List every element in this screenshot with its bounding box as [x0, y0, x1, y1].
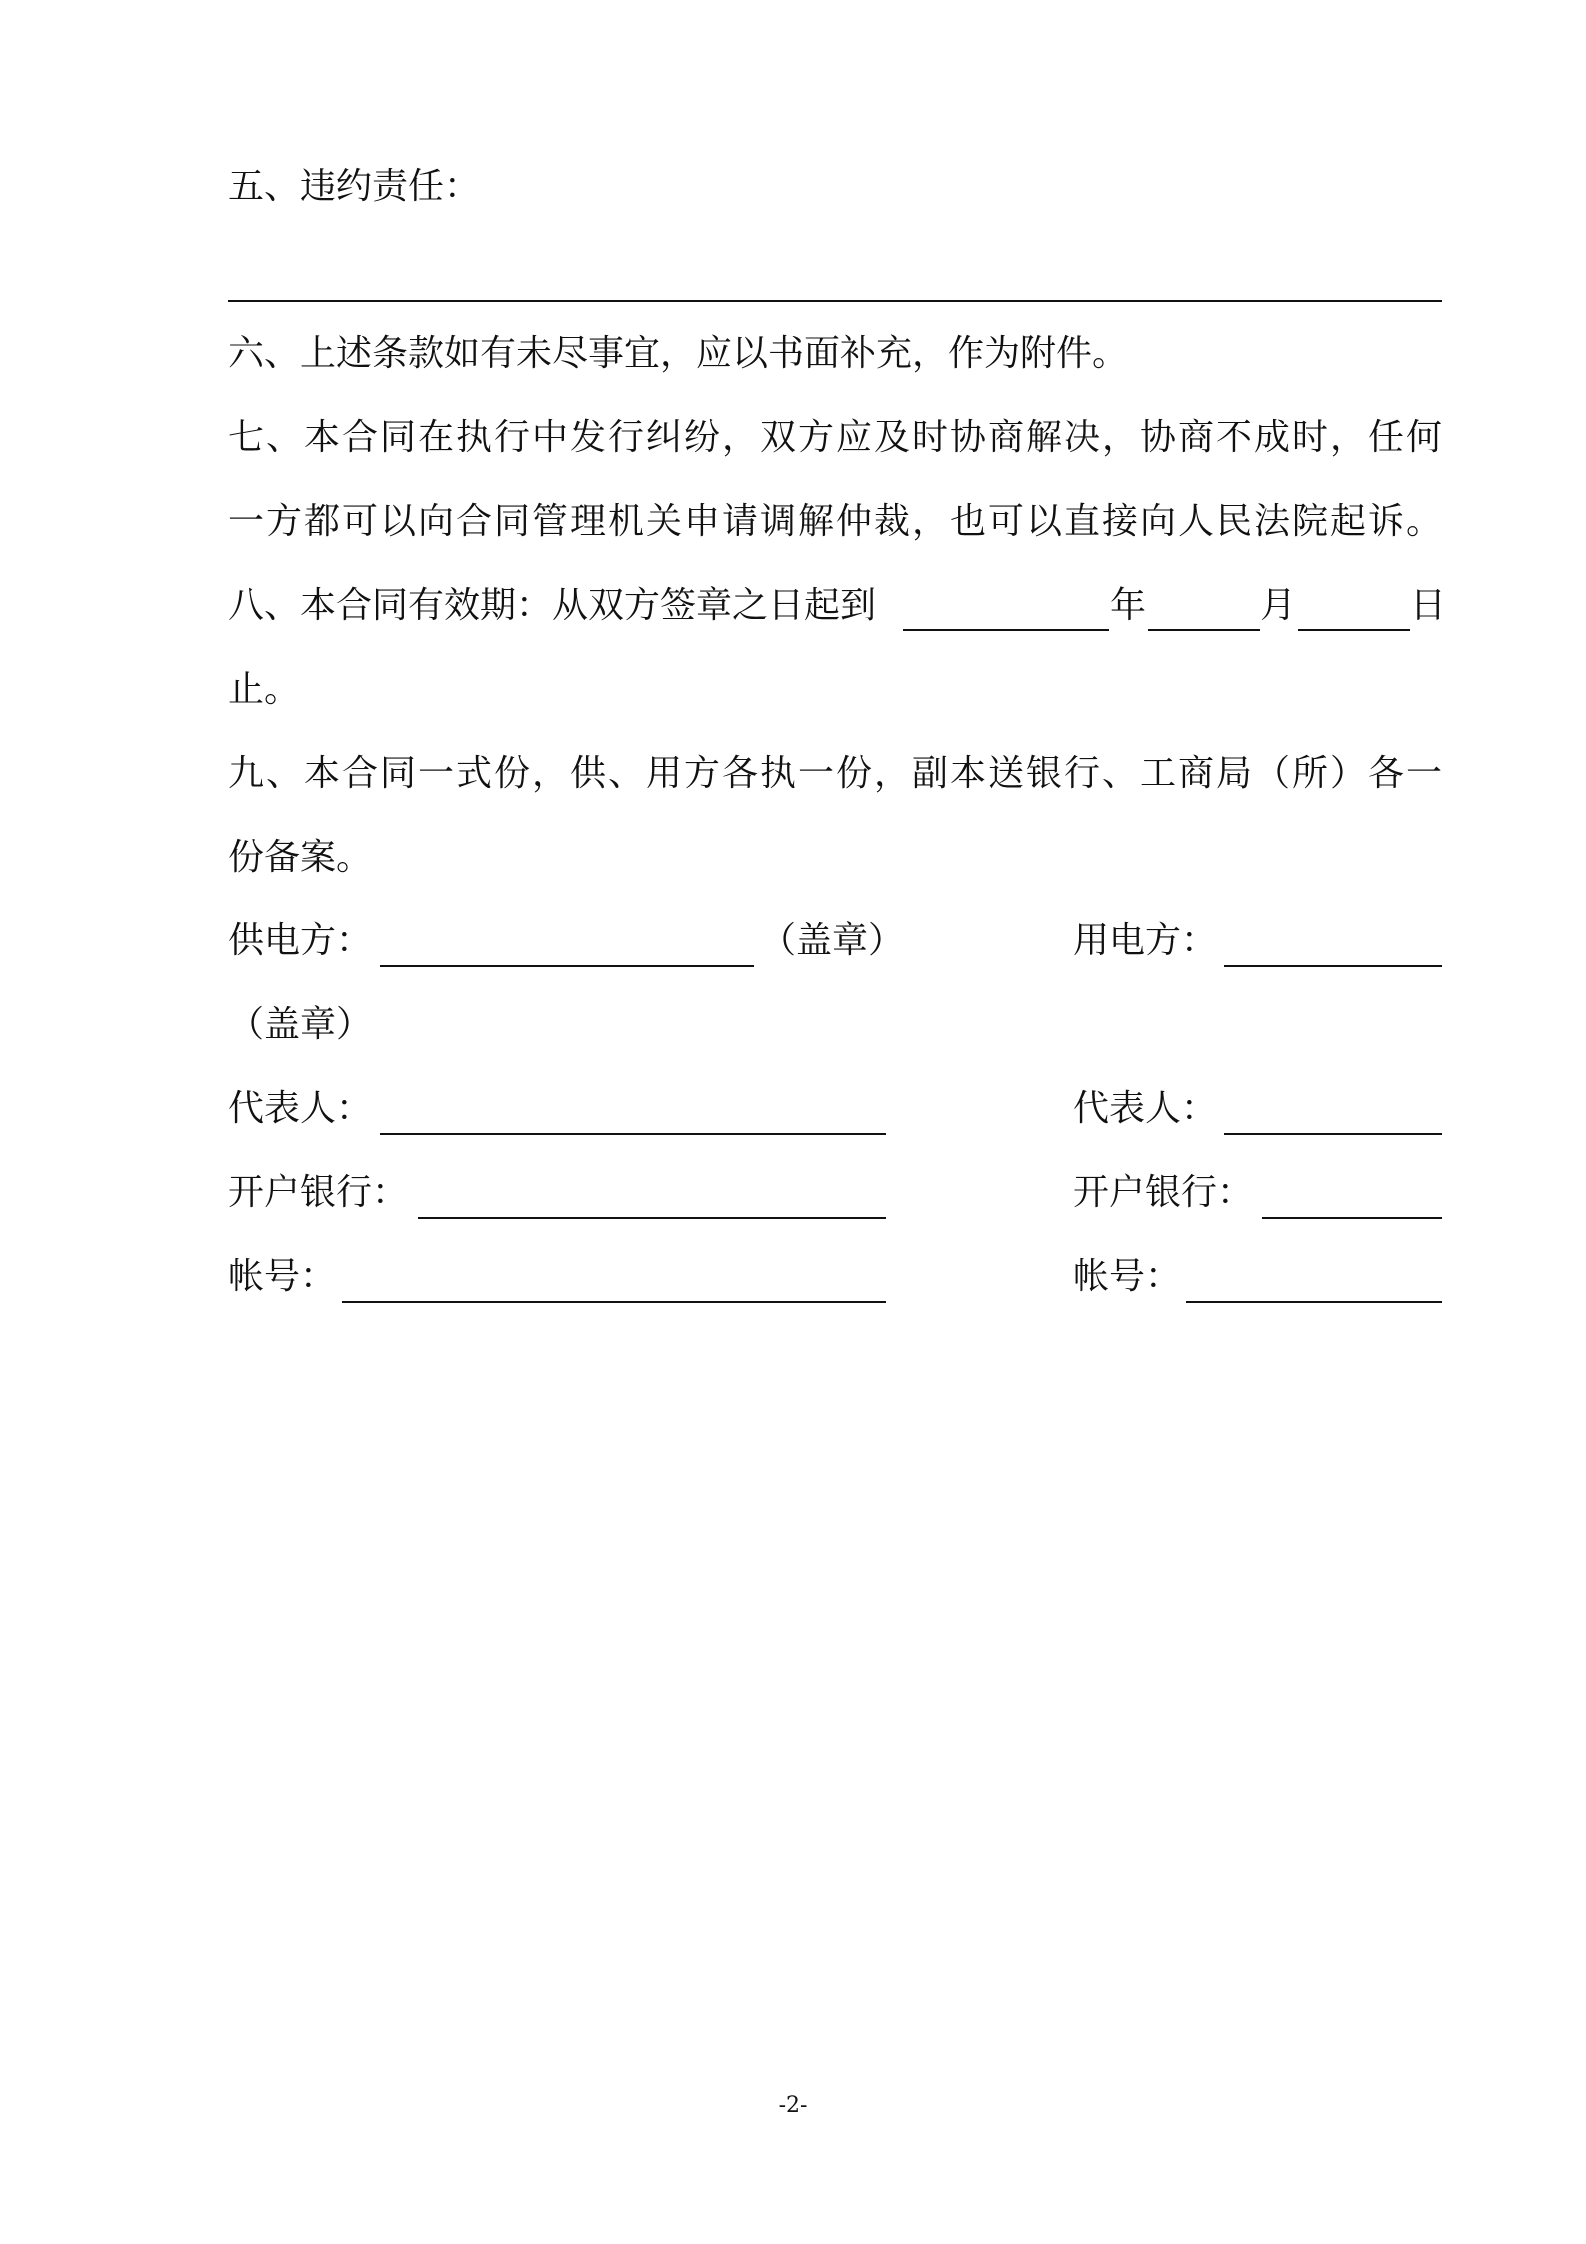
- clause-nine-line1: 九、本合同一式份，供、用方各执一份，副本送银行、工商局（所）各一: [228, 753, 1442, 794]
- user-name-blank: [1224, 965, 1442, 967]
- expiry-month-label: 月: [1260, 585, 1297, 626]
- page-number: -2-: [778, 2093, 808, 2118]
- clause-seven-line2: 一方都可以向合同管理机关申请调解仲裁，也可以直接向人民法院起诉。: [228, 501, 1442, 542]
- expiry-year-blank: [903, 629, 1109, 631]
- supplier-representative-label: 代表人：: [228, 1088, 373, 1129]
- supplier-representative-blank: [380, 1133, 886, 1135]
- clause-eight-prefix: 八、本合同有效期：从双方签章之日起到: [228, 585, 877, 626]
- supplier-bank-blank: [418, 1217, 886, 1219]
- clause-eight-line2: 止。: [228, 669, 301, 710]
- user-account-blank: [1186, 1301, 1442, 1303]
- user-seal-label: （盖章）: [228, 1004, 373, 1045]
- supplier-bank-label: 开户银行：: [228, 1172, 409, 1213]
- supplier-label: 供电方：: [228, 920, 373, 961]
- clause-nine-line2: 份备案。: [228, 837, 373, 878]
- clause-six: 六、上述条款如有未尽事宜，应以书面补充，作为附件。: [228, 333, 1129, 374]
- user-representative-blank: [1224, 1133, 1442, 1135]
- user-label: 用电方：: [1073, 920, 1218, 961]
- breach-liability-blank: [228, 300, 1442, 302]
- supplier-account-label: 帐号：: [228, 1256, 337, 1297]
- clause-seven-line1: 七、本合同在执行中发行纠纷，双方应及时协商解决，协商不成时，任何: [228, 417, 1442, 458]
- supplier-seal-label: （盖章）: [760, 920, 905, 961]
- user-bank-label: 开户银行：: [1073, 1172, 1254, 1213]
- supplier-name-blank: [380, 965, 754, 967]
- user-account-label: 帐号：: [1073, 1256, 1182, 1297]
- user-representative-label: 代表人：: [1073, 1088, 1218, 1129]
- breach-liability-heading: 五、违约责任：: [228, 166, 481, 207]
- expiry-year-label: 年: [1110, 585, 1147, 626]
- user-bank-blank: [1262, 1217, 1442, 1219]
- expiry-day-blank: [1298, 629, 1410, 631]
- expiry-month-blank: [1148, 629, 1260, 631]
- supplier-account-blank: [342, 1301, 886, 1303]
- expiry-day-label: 日: [1410, 585, 1447, 626]
